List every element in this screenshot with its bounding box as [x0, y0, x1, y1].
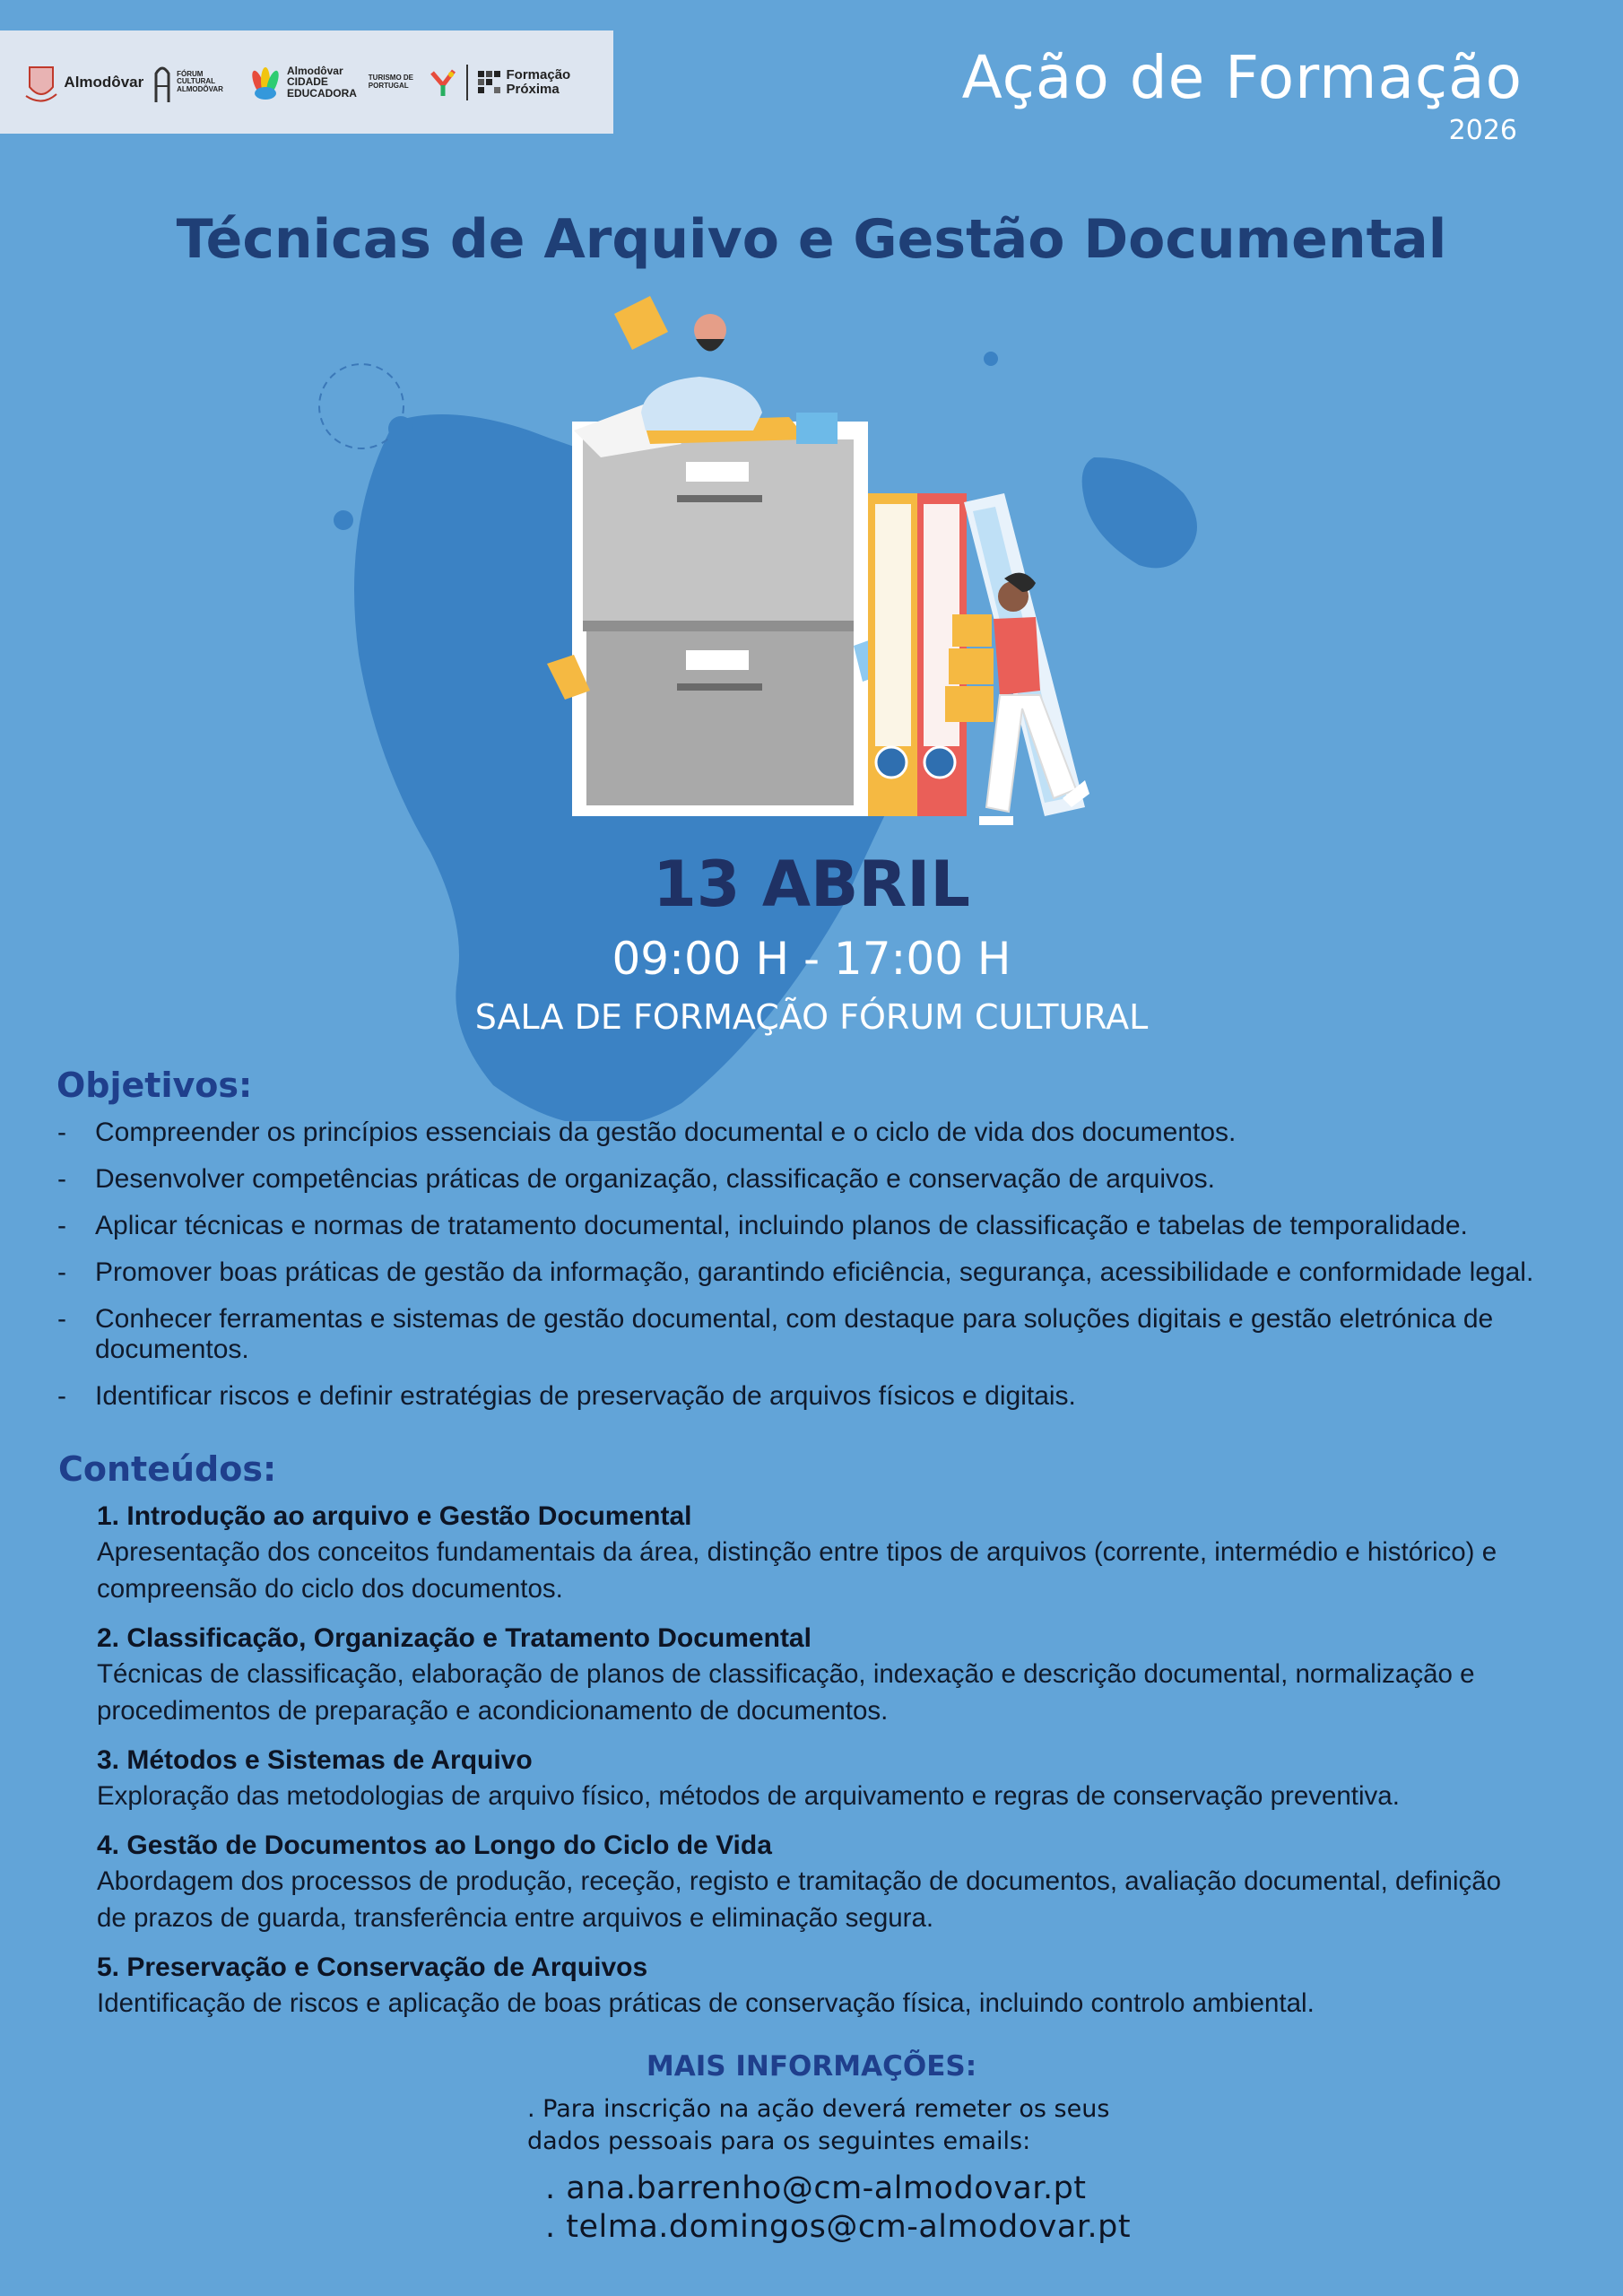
objectives-list: [57, 1118, 1537, 1428]
content-item: [97, 1622, 1532, 1729]
content-item: [97, 1951, 1532, 2022]
content-item-title: 5. Preservação e Conservação de Arquivos: [97, 1952, 648, 1982]
objective-item: - Conhecer ferramentas e sistemas de gestão documental, com destaque para soluções digitais e gestão eletrónica de documentos.: [57, 1304, 1494, 1364]
hand-print-icon: [249, 65, 282, 100]
event-venue: SALA DE FORMAÇÃO FÓRUM CULTURAL: [474, 997, 1149, 1037]
objective-item: - Identificar riscos e definir estratégias de preservação de arquivos físicos e digitais.: [57, 1381, 1076, 1411]
content-item-description: Identificação de riscos e aplicação de boas práticas de conservação física, incluindo controlo ambiental.: [97, 1988, 1315, 2018]
content-item-description: Técnicas de classificação, elaboração de planos de classificação, indexação e descrição documental, normalização e procedimentos de preparação e acondicionamento de documentos.: [97, 1659, 1475, 1726]
objectives-heading: Objetivos:: [56, 1065, 253, 1105]
content-item-description: Exploração das metodologias de arquivo físico, métodos de arquivamento e regras de conservação preventiva.: [97, 1781, 1400, 1811]
background-blob-small: [1082, 457, 1197, 568]
contents-list: [97, 1500, 1532, 2036]
content-item-title: 4. Gestão de Documentos ao Longo do Ciclo de Vida: [97, 1831, 772, 1860]
email-link[interactable]: . ana.barrenho@cm-almodovar.pt: [545, 2170, 1087, 2206]
dot: [334, 510, 353, 530]
forum-cultural-logo: FÓRUM CULTURAL ALMODÔVAR: [153, 61, 239, 104]
content-item: [97, 1500, 1532, 1607]
objective-item: - Compreender os princípios essenciais da gestão documental e o ciclo de vida dos documentos.: [57, 1118, 1237, 1147]
content-item-title: 1. Introdução ao arquivo e Gestão Documental: [97, 1501, 692, 1531]
content-item-title: 2. Classificação, Organização e Tratamento Documental: [97, 1623, 812, 1653]
dot: [984, 352, 998, 366]
content-item-description: Abordagem dos processos de produção, receção, registo e tramitação de documentos, avaliação documental, definição de prazos de guarda, transferência entre arquivos e eliminação segura.: [97, 1866, 1502, 1933]
cidade-educadora-logo: Almodôvar CIDADE EDUCADORA: [249, 65, 359, 100]
contents-heading: Conteúdos:: [58, 1449, 277, 1489]
registration-instructions: . Para inscrição na ação deverá remeter os seus dados pessoais para os seguintes emails:: [527, 2095, 1110, 2155]
logo-divider: [466, 65, 468, 100]
municipio-crest-icon: [24, 60, 58, 105]
event-time: 09:00 H - 17:00 H: [612, 933, 1011, 985]
event-type-heading: Ação de Formação: [961, 43, 1523, 112]
forum-arch-icon: [153, 61, 171, 104]
dot: [388, 416, 413, 441]
content-item: [97, 1829, 1532, 1936]
municipio-almodovar-logo: Almodôvar: [24, 60, 143, 105]
email-link[interactable]: . telma.domingos@cm-almodovar.pt: [545, 2209, 1132, 2245]
content-item-description: Apresentação dos conceitos fundamentais da área, distinção entre tipos de arquivos (corrente, intermédio e histórico) e compreensão do ciclo dos documentos.: [97, 1537, 1497, 1604]
more-info-heading: MAIS INFORMAÇÕES:: [646, 2050, 977, 2083]
content-item: [97, 1744, 1532, 1814]
event-date: 13 ABRIL: [653, 848, 970, 921]
partner-logos-bar: [0, 30, 613, 134]
objective-item: - Desenvolver competências práticas de organização, classificação e conservação de arquivos.: [57, 1164, 1215, 1194]
pixel-grid-icon: [478, 71, 501, 94]
formacao-proxima-logo: Formação Próxima: [478, 68, 589, 97]
person-carrying-boxes-icon: [945, 573, 1089, 825]
content-item-title: 3. Métodos e Sistemas de Arquivo: [97, 1745, 533, 1775]
filing-cabinet-icon: [547, 404, 888, 816]
turismo-portugal-logo: TURISMO DE PORTUGAL: [369, 67, 456, 98]
event-year: 2026: [1448, 115, 1517, 146]
course-title: Técnicas de Arquivo e Gestão Documental: [176, 208, 1447, 271]
objective-item: - Aplicar técnicas e normas de tratamento documental, incluindo planos de classificação e tabelas de temporalidade.: [57, 1211, 1468, 1240]
objective-item: - Promover boas práticas de gestão da informação, garantindo eficiência, segurança, acessibilidade e conformidade legal.: [57, 1257, 1534, 1287]
turismo-mark-icon: [430, 67, 456, 98]
